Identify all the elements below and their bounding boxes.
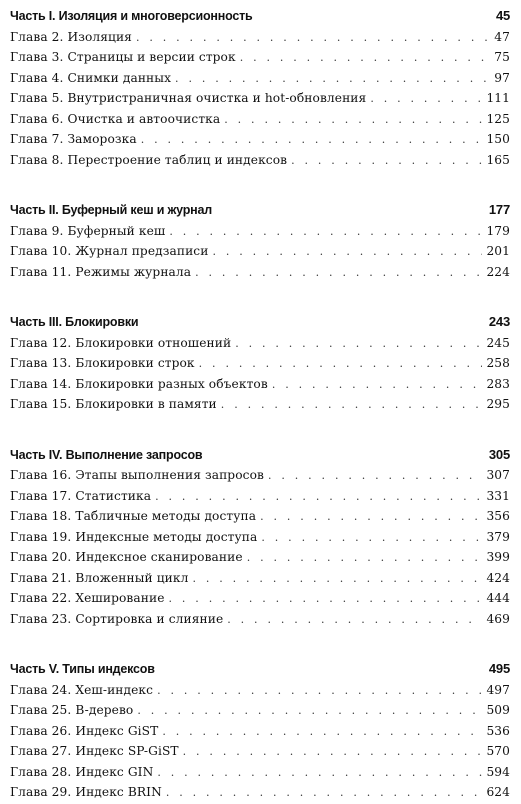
dot-leader	[155, 487, 482, 508]
part-title: Часть I. Изоляция и многоверсионность	[10, 9, 253, 23]
chapter-page-number: 379	[486, 529, 510, 544]
part-title: Часть IV. Выполнение запросов	[10, 447, 203, 462]
chapter-page-number: 245	[486, 335, 510, 350]
chapter-title: Глава 15. Блокировки в памяти	[10, 397, 217, 411]
dot-leader	[175, 69, 490, 90]
chapter-page-number: 283	[486, 376, 510, 391]
dot-leader	[272, 375, 483, 396]
toc-part-section	[10, 6, 510, 170]
toc-part-heading[interactable]	[10, 200, 510, 221]
toc-chapter-entry[interactable]	[10, 506, 510, 527]
chapter-page-number: 150	[486, 132, 510, 146]
dot-leader	[235, 334, 482, 355]
dot-leader	[291, 151, 482, 172]
toc-part-section	[10, 659, 510, 803]
dot-leader	[141, 130, 483, 151]
toc-part-heading[interactable]	[10, 6, 510, 27]
toc-chapter-entry[interactable]	[10, 129, 510, 150]
dot-leader	[221, 395, 483, 416]
chapter-page-number: 258	[486, 356, 510, 370]
toc-part-section	[10, 200, 510, 282]
dot-leader	[166, 783, 483, 804]
chapter-title: Глава 9. Буферный кеш	[10, 223, 166, 238]
toc-chapter-entry[interactable]	[10, 109, 510, 130]
part-page-number: 305	[488, 446, 510, 462]
toc-chapter-entry[interactable]	[10, 262, 510, 283]
dot-leader	[260, 507, 482, 528]
chapter-page-number: 295	[486, 397, 510, 411]
toc-chapter-entry[interactable]	[10, 588, 510, 609]
toc-chapter-entry[interactable]	[10, 486, 510, 507]
toc-chapter-entry[interactable]	[10, 527, 510, 548]
chapter-page-number: 594	[486, 764, 510, 779]
dot-leader	[183, 742, 483, 763]
part-title: Часть II. Буферный кеш и журнал	[10, 203, 212, 217]
toc-chapter-entry[interactable]	[10, 680, 510, 701]
dot-leader	[157, 763, 482, 784]
dot-leader	[247, 548, 483, 569]
dot-leader	[199, 354, 483, 375]
chapter-title: Глава 20. Индексное сканирование	[10, 550, 243, 564]
dot-leader	[268, 466, 482, 487]
chapter-page-number: 165	[486, 152, 510, 167]
chapter-page-number: 97	[494, 70, 510, 85]
chapter-title: Глава 14. Блокировки разных объектов	[10, 376, 268, 391]
chapter-page-number: 111	[486, 91, 510, 105]
dot-leader	[192, 569, 482, 590]
chapter-page-number: 179	[486, 223, 510, 238]
toc-chapter-entry[interactable]	[10, 762, 510, 783]
chapter-page-number: 75	[494, 50, 510, 64]
toc-chapter-entry[interactable]	[10, 47, 510, 68]
dot-leader	[169, 589, 483, 610]
chapter-title: Глава 12. Блокировки отношений	[10, 335, 232, 350]
chapter-page-number: 201	[486, 244, 510, 258]
chapter-title: Глава 6. Очистка и автоочистка	[10, 111, 221, 126]
dot-leader	[240, 48, 491, 69]
toc-part-section	[10, 312, 510, 415]
chapter-title: Глава 22. Хеширование	[10, 591, 165, 605]
dot-leader	[157, 681, 482, 702]
toc-chapter-entry[interactable]	[10, 700, 510, 721]
chapter-page-number: 469	[486, 611, 510, 626]
toc-part-heading[interactable]	[10, 445, 510, 466]
chapter-title: Глава 4. Снимки данных	[10, 70, 172, 85]
chapter-page-number: 356	[486, 509, 510, 523]
chapter-page-number: 509	[486, 703, 510, 717]
dot-leader	[212, 242, 482, 263]
chapter-title: Глава 28. Индекс GIN	[10, 764, 154, 779]
chapter-title: Глава 18. Табличные методы доступа	[10, 509, 257, 523]
chapter-title: Глава 11. Режимы журнала	[10, 264, 192, 279]
toc-part-heading[interactable]	[10, 659, 510, 680]
dot-leader	[227, 610, 482, 631]
toc-chapter-entry[interactable]	[10, 68, 510, 89]
part-page-number: 177	[488, 202, 510, 217]
chapter-title: Глава 8. Перестроение таблиц и индексов	[10, 152, 288, 167]
chapter-page-number: 424	[486, 570, 510, 585]
chapter-title: Глава 21. Вложенный цикл	[10, 570, 189, 585]
chapter-title: Глава 27. Индекс SP-GiST	[10, 744, 179, 758]
dot-leader	[224, 110, 482, 131]
toc-chapter-entry[interactable]	[10, 353, 510, 374]
chapter-page-number: 224	[486, 264, 510, 279]
toc-chapter-entry[interactable]	[10, 394, 510, 415]
part-title: Часть III. Блокировки	[10, 315, 139, 329]
toc-chapter-entry[interactable]	[10, 88, 510, 109]
toc-chapter-entry[interactable]	[10, 465, 510, 486]
toc-chapter-entry[interactable]	[10, 568, 510, 589]
chapter-page-number: 570	[486, 744, 510, 758]
chapter-title: Глава 13. Блокировки строк	[10, 356, 195, 370]
chapter-title: Глава 29. Индекс BRIN	[10, 785, 162, 799]
chapter-title: Глава 5. Внутристраничная очистка и hot-обновления	[10, 91, 367, 105]
chapter-title: Глава 25. B-дерево	[10, 703, 134, 717]
toc-part-section	[10, 445, 510, 630]
dot-leader	[169, 222, 482, 243]
chapter-page-number: 125	[486, 111, 510, 126]
chapter-page-number: 307	[486, 468, 510, 482]
toc-chapter-entry[interactable]	[10, 721, 510, 742]
chapter-title: Глава 2. Изоляция	[10, 29, 132, 44]
toc-part-heading[interactable]	[10, 312, 510, 333]
toc-chapter-entry[interactable]	[10, 150, 510, 171]
chapter-title: Глава 10. Журнал предзаписи	[10, 244, 209, 258]
part-title: Часть V. Типы индексов	[10, 662, 155, 676]
dot-leader	[136, 28, 490, 49]
chapter-page-number: 444	[486, 591, 510, 605]
chapter-title: Глава 26. Индекс GiST	[10, 723, 159, 738]
part-page-number: 243	[488, 314, 510, 329]
chapter-page-number: 399	[486, 550, 510, 564]
table-of-contents	[10, 0, 510, 803]
toc-chapter-entry[interactable]	[10, 241, 510, 262]
chapter-page-number: 47	[494, 29, 510, 44]
chapter-title: Глава 17. Статистика	[10, 488, 152, 503]
toc-chapter-entry[interactable]	[10, 333, 510, 354]
toc-chapter-entry[interactable]	[10, 782, 510, 803]
chapter-title: Глава 19. Индексные методы доступа	[10, 529, 258, 544]
dot-leader	[195, 263, 482, 284]
toc-chapter-entry[interactable]	[10, 741, 510, 762]
dot-leader	[370, 89, 482, 110]
toc-chapter-entry[interactable]	[10, 547, 510, 568]
toc-chapter-entry[interactable]	[10, 374, 510, 395]
toc-chapter-entry[interactable]	[10, 27, 510, 48]
dot-leader	[261, 528, 482, 549]
toc-chapter-entry[interactable]	[10, 221, 510, 242]
chapter-title: Глава 16. Этапы выполнения запросов	[10, 468, 264, 482]
dot-leader	[162, 722, 482, 743]
chapter-page-number: 624	[486, 785, 510, 799]
chapter-page-number: 536	[486, 723, 510, 738]
part-page-number: 495	[488, 661, 510, 676]
chapter-title: Глава 24. Хеш-индекс	[10, 682, 154, 697]
chapter-title: Глава 7. Заморозка	[10, 132, 137, 146]
chapter-title: Глава 3. Страницы и версии строк	[10, 50, 236, 64]
chapter-page-number: 497	[486, 682, 510, 697]
toc-chapter-entry[interactable]	[10, 609, 510, 630]
chapter-page-number: 331	[486, 488, 510, 503]
dot-leader	[137, 701, 482, 722]
part-page-number: 45	[495, 8, 510, 23]
chapter-title: Глава 23. Сортировка и слияние	[10, 611, 224, 626]
